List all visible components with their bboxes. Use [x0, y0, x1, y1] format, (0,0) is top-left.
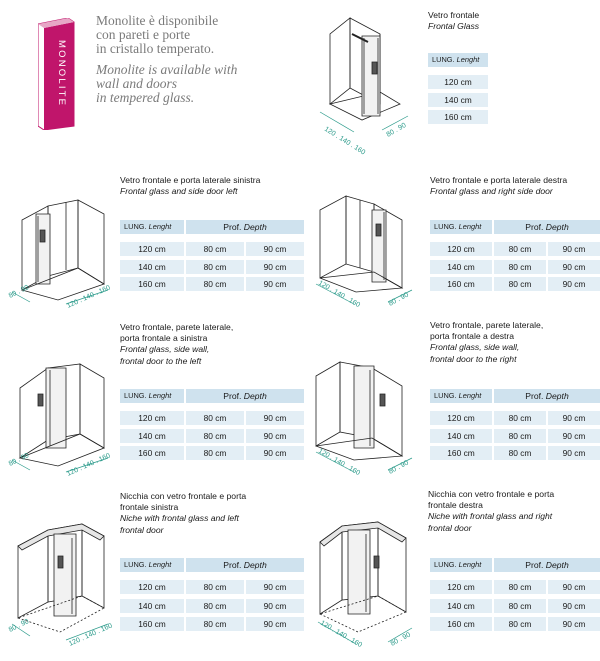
- table-cell: 90 cm: [246, 580, 304, 594]
- shower-drawing-side-wall-door-right: [310, 348, 422, 478]
- table-cell: 80 cm: [186, 260, 244, 274]
- intro-it-line: Monolite è disponibile: [96, 13, 219, 28]
- length-dim-label: 120 . 140 . 160: [322, 125, 367, 157]
- table-cell: 90 cm: [246, 446, 304, 460]
- table-cell: 80 cm: [494, 260, 546, 274]
- lung-header: LUNG. Lenght: [120, 220, 184, 234]
- table-cell: 90 cm: [548, 599, 600, 613]
- table-cell: 80 cm: [186, 277, 244, 291]
- table-cell: 160 cm: [430, 446, 492, 460]
- table-cell: 160 cm: [428, 110, 488, 124]
- intro-it-line: in cristallo temperato.: [96, 41, 215, 56]
- section-caption: [430, 320, 543, 365]
- intro-en-line: in tempered glass.: [96, 90, 195, 105]
- table-cell: 160 cm: [120, 277, 184, 291]
- caption-it: porta frontale a sinistra: [120, 333, 208, 344]
- table-cell: 90 cm: [548, 617, 600, 631]
- caption-it: Nicchia con vetro frontale e porta: [428, 489, 555, 499]
- table-cell: 90 cm: [246, 617, 304, 631]
- logo-text: MONOLITE: [56, 40, 67, 108]
- table-cell: 90 cm: [246, 260, 304, 274]
- length-dim-label: 120 . 140 . 160: [65, 452, 112, 478]
- length-dim-label: 120 . 140 . 160: [317, 279, 361, 310]
- intro-en-line: Monolite is available with: [96, 62, 238, 77]
- table-cell: 80 cm: [494, 242, 546, 256]
- table-cell: 90 cm: [548, 277, 600, 291]
- intro-en-line: wall and doors: [96, 76, 178, 91]
- depth-dim-label: 80 . 90: [7, 452, 31, 468]
- caption-en: frontal door: [120, 524, 164, 535]
- caption-en: Frontal Glass: [428, 21, 480, 32]
- length-dim-label: 120 . 140 . 160: [65, 284, 112, 310]
- prof-header: Prof. Depth: [186, 220, 304, 234]
- prof-header: Prof. Depth: [494, 389, 600, 403]
- table-cell: 120 cm: [120, 411, 184, 425]
- table-cell: 140 cm: [430, 429, 492, 443]
- table-cell: 140 cm: [120, 599, 184, 613]
- lung-header: LUNG. Lenght: [120, 389, 184, 403]
- table-cell: 120 cm: [120, 580, 184, 594]
- table-cell: 90 cm: [246, 277, 304, 291]
- table-cell: 80 cm: [494, 277, 546, 291]
- table-cell: 120 cm: [430, 242, 492, 256]
- shower-drawing-side-door-right: [310, 180, 422, 310]
- caption-it: frontale sinistra: [120, 502, 179, 513]
- table-cell: 120 cm: [120, 242, 184, 256]
- table-cell: 90 cm: [548, 411, 600, 425]
- depth-dim-label: 80 . 90: [387, 459, 410, 476]
- section-caption: [120, 491, 246, 536]
- shower-drawing-side-wall-door-left: [8, 348, 120, 478]
- table-cell: 140 cm: [120, 429, 184, 443]
- table-cell: 80 cm: [494, 617, 546, 631]
- lung-header: LUNG. Lenght: [430, 558, 492, 572]
- length-dim-label: 120 . 140 . 160: [317, 447, 361, 478]
- length-dim-label: 120 . 140 . 160: [319, 619, 363, 650]
- table-cell: 120 cm: [430, 411, 492, 425]
- lung-header: LUNG. Lenght: [430, 220, 492, 234]
- intro-it-line: con pareti e porte: [96, 27, 191, 42]
- depth-dim-label: 80 . 90: [389, 631, 412, 648]
- table-cell: 160 cm: [430, 617, 492, 631]
- table-cell: 80 cm: [186, 617, 244, 631]
- section-caption: [430, 175, 567, 197]
- table-cell: 160 cm: [120, 617, 184, 631]
- depth-dim-label: 80 . 90: [7, 284, 31, 300]
- table-cell: 160 cm: [430, 277, 492, 291]
- depth-dim-label: 80 . 90: [387, 291, 410, 308]
- table-cell: 80 cm: [494, 429, 546, 443]
- shower-drawing-side-door-left: [8, 180, 120, 310]
- table-cell: 80 cm: [186, 429, 244, 443]
- section-caption: [120, 175, 260, 197]
- table-cell: 140 cm: [430, 260, 492, 274]
- table-cell: 90 cm: [548, 260, 600, 274]
- section-caption: [428, 489, 554, 534]
- caption-it: Vetro frontale e porta laterale destra: [430, 175, 568, 185]
- caption-en: Niche with frontal glass and right: [428, 511, 553, 522]
- table-cell: 120 cm: [428, 75, 488, 89]
- table-cell: 80 cm: [186, 446, 244, 460]
- table-cell: 140 cm: [120, 260, 184, 274]
- caption-en: Frontal glass, side wall,: [430, 342, 520, 353]
- table-cell: 90 cm: [246, 242, 304, 256]
- caption-it: Vetro frontale, parete laterale,: [430, 320, 544, 330]
- table-cell: 90 cm: [548, 242, 600, 256]
- table-cell: 160 cm: [120, 446, 184, 460]
- caption-en: Frontal glass and right side door: [430, 186, 553, 197]
- shower-drawing-niche-door-right: [312, 514, 422, 650]
- table-cell: 90 cm: [548, 446, 600, 460]
- table-cell: 80 cm: [186, 580, 244, 594]
- lung-header: LUNG. Lenght: [428, 53, 488, 67]
- table-cell: 90 cm: [548, 429, 600, 443]
- length-dim-label: 120 . 140 . 160: [67, 622, 114, 648]
- lung-header: LUNG. Lenght: [430, 389, 492, 403]
- monolite-logo-mark: [38, 18, 78, 130]
- table-cell: 90 cm: [548, 580, 600, 594]
- depth-dim-label: 80 . 90: [7, 618, 31, 634]
- table-cell: 80 cm: [494, 599, 546, 613]
- intro-text: [96, 14, 237, 105]
- lung-header: LUNG. Lenght: [120, 558, 184, 572]
- prof-header: Prof. Depth: [494, 220, 600, 234]
- table-cell: 80 cm: [186, 599, 244, 613]
- table-cell: 80 cm: [186, 411, 244, 425]
- caption-it: frontale destra: [428, 500, 483, 511]
- monolite-logo: [38, 18, 74, 128]
- table-cell: 120 cm: [430, 580, 492, 594]
- shower-drawing-niche-door-left: [8, 520, 120, 650]
- depth-dim-label: 80 . 90: [385, 121, 408, 139]
- prof-header: Prof. Depth: [494, 558, 600, 572]
- table-cell: 90 cm: [246, 411, 304, 425]
- prof-header: Prof. Depth: [186, 558, 304, 572]
- section-caption: [120, 322, 233, 367]
- prof-header: Prof. Depth: [186, 389, 304, 403]
- caption-en: frontal door to the right: [430, 353, 517, 364]
- table-cell: 90 cm: [246, 599, 304, 613]
- table-cell: 80 cm: [186, 242, 244, 256]
- table-cell: 80 cm: [494, 446, 546, 460]
- caption-it: Vetro frontale, parete laterale,: [120, 322, 234, 332]
- caption-it: Vetro frontale: [428, 10, 480, 20]
- caption-en: frontal door to the left: [120, 355, 202, 366]
- shower-drawing-frontal-glass: [310, 12, 420, 157]
- section-caption: [428, 10, 479, 32]
- table-cell: 140 cm: [428, 93, 488, 107]
- caption-it: Vetro frontale e porta laterale sinistra: [120, 175, 261, 185]
- caption-it: Nicchia con vetro frontale e porta: [120, 491, 247, 501]
- caption-en: frontal door: [428, 522, 472, 533]
- caption-en: Niche with frontal glass and left: [120, 513, 239, 524]
- caption-en: Frontal glass and side door left: [120, 186, 238, 197]
- caption-en: Frontal glass, side wall,: [120, 344, 210, 355]
- caption-it: porta frontale a destra: [430, 331, 515, 342]
- table-cell: 80 cm: [494, 411, 546, 425]
- table-cell: 90 cm: [246, 429, 304, 443]
- table-cell: 80 cm: [494, 580, 546, 594]
- table-cell: 140 cm: [430, 599, 492, 613]
